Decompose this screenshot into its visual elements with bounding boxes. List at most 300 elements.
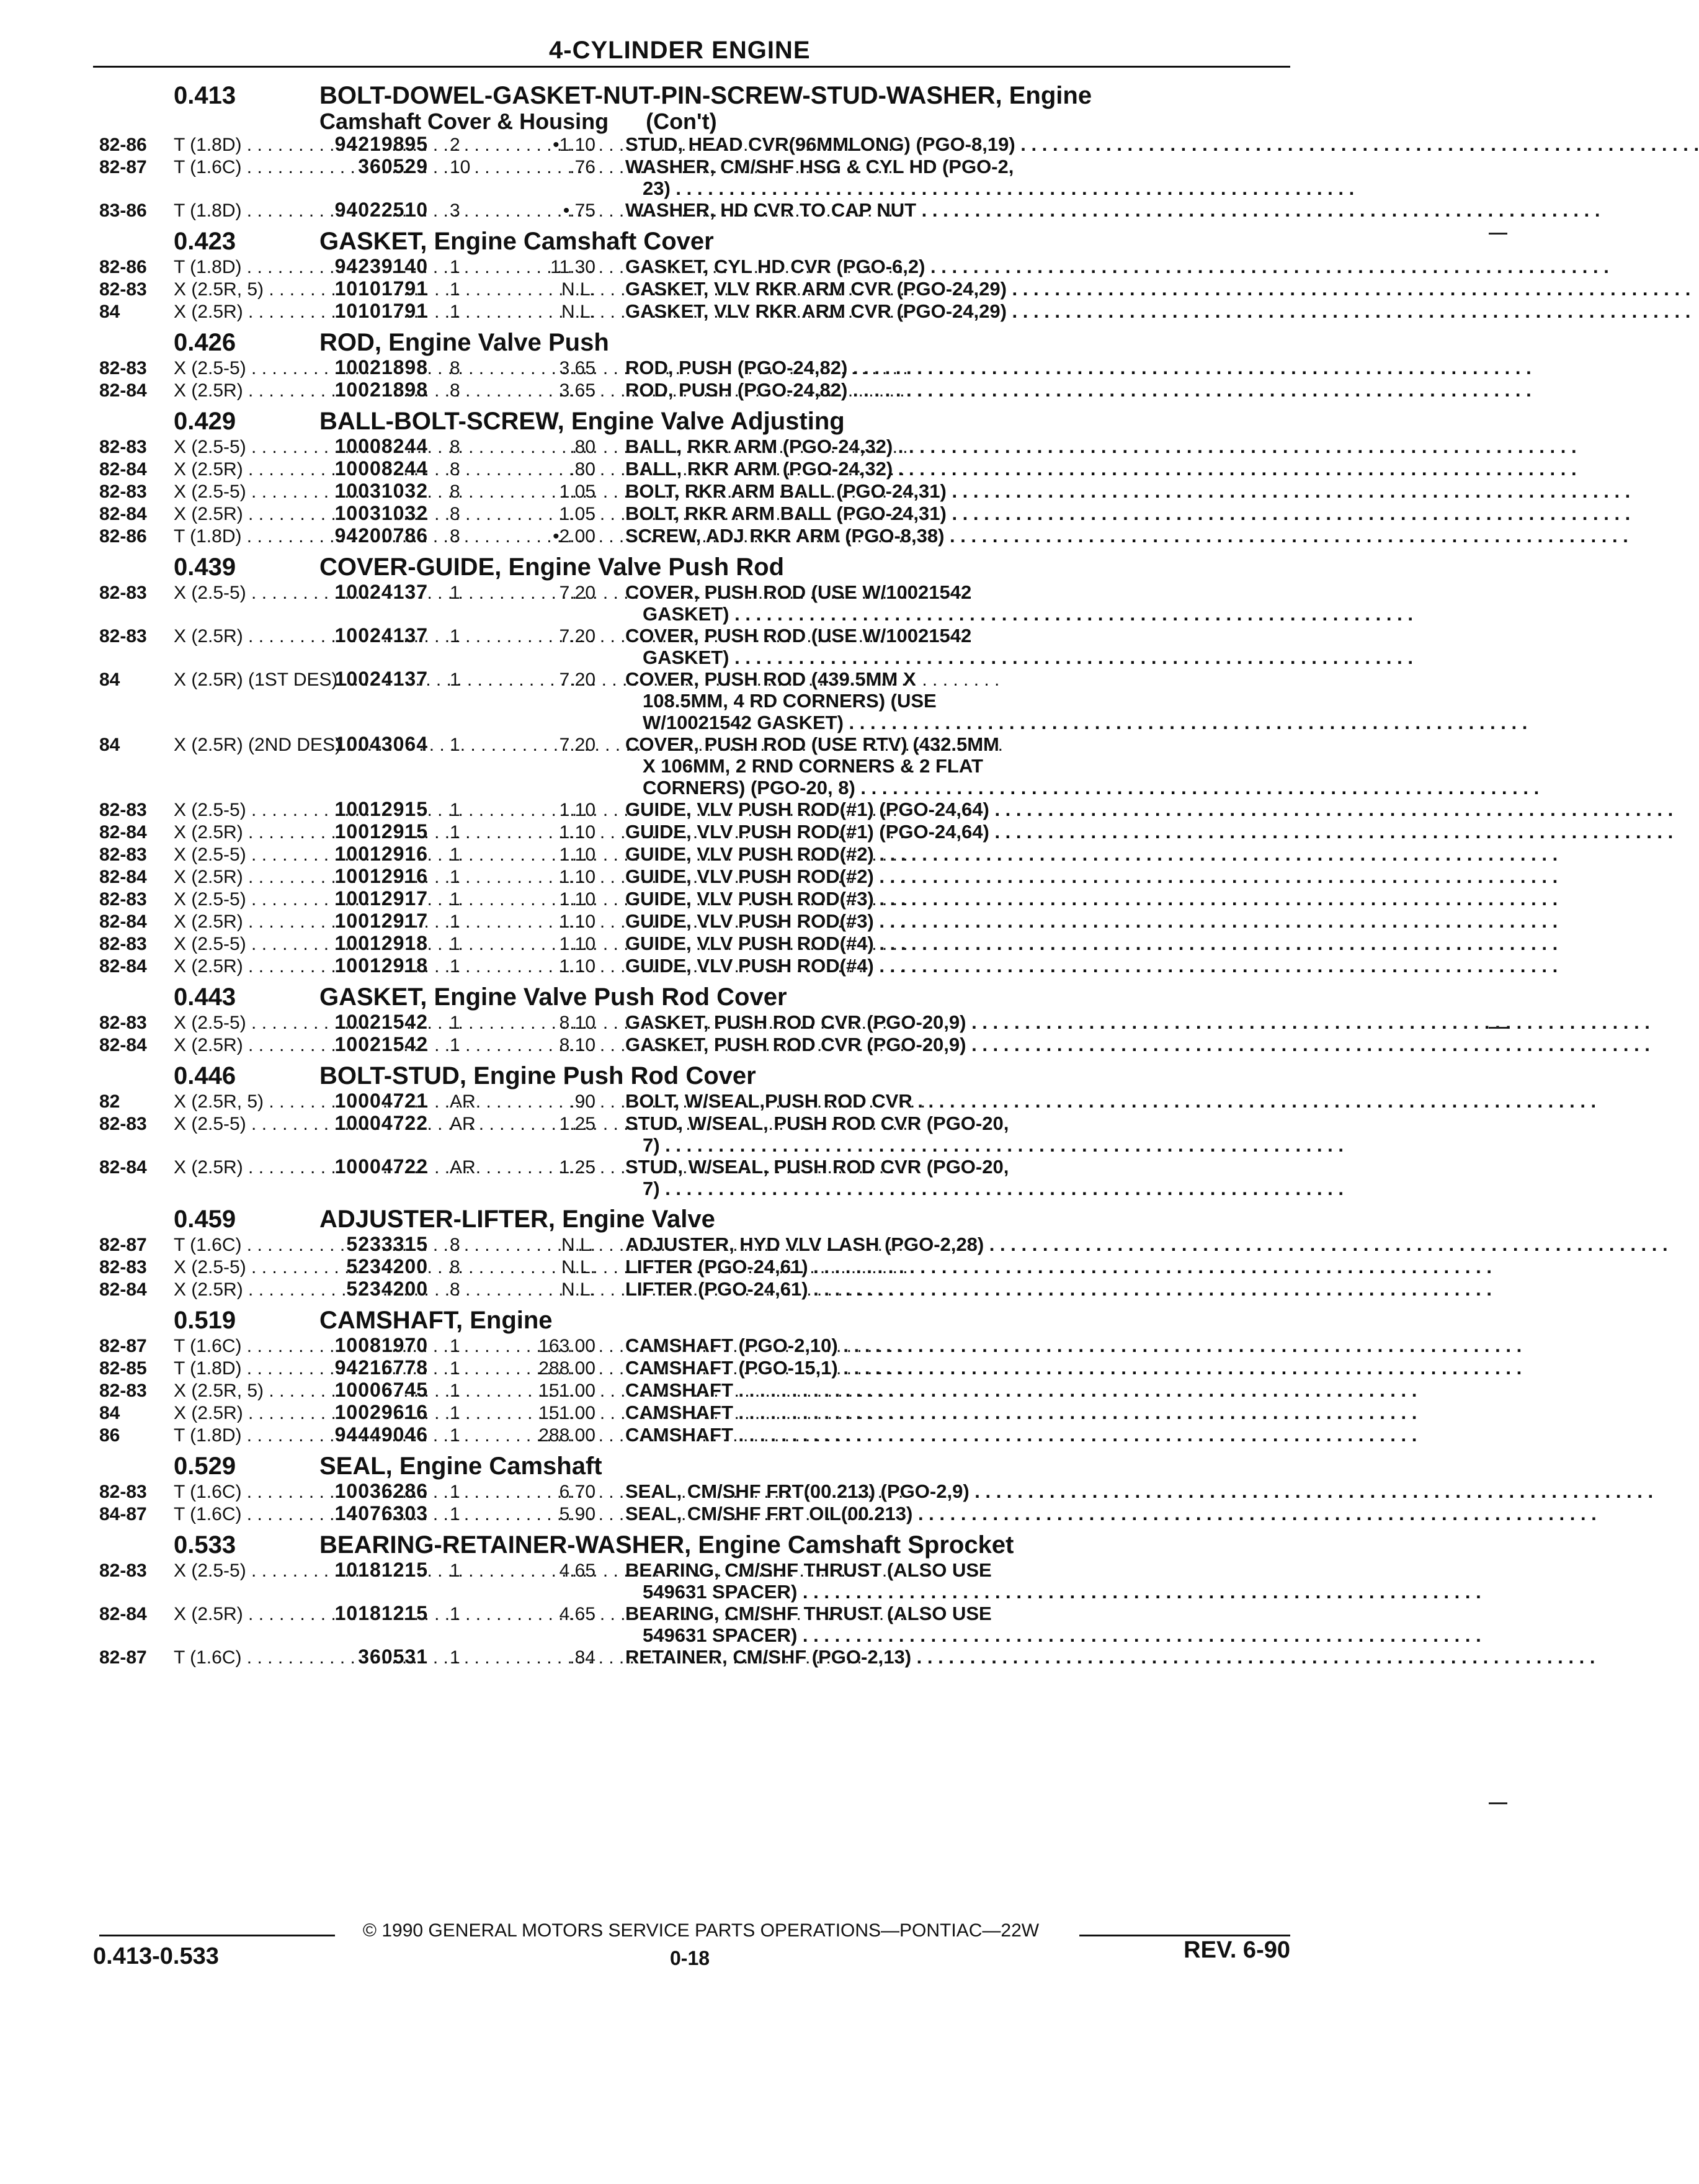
description-line: BOLT, W/SEAL,PUSH ROD CVR . . . xyxy=(625,1090,1596,1112)
description-line: COVER, PUSH ROD (USE W/10021542 xyxy=(625,625,972,647)
part-number: 10024137 xyxy=(334,624,428,647)
part-row xyxy=(93,133,1303,156)
footer-copyright: © 1990 GENERAL MOTORS SERVICE PARTS OPERATIONS—PONTIAC—22W xyxy=(362,1920,1040,1941)
model-year: 82-84 xyxy=(99,459,147,480)
model-year: 82-84 xyxy=(99,1279,147,1300)
model-year: 82-83 xyxy=(99,626,147,647)
part-row xyxy=(93,1402,1303,1424)
part-row xyxy=(93,1034,1303,1056)
quantity: 1 xyxy=(450,1403,460,1423)
part-number: 94239140 xyxy=(334,255,428,277)
part-number: 10012915 xyxy=(334,798,428,820)
quantity: 8 xyxy=(450,1257,460,1278)
section-code: 0.459 xyxy=(174,1206,236,1233)
part-row xyxy=(93,458,1303,480)
price: 288.00 xyxy=(538,1425,595,1446)
part-row xyxy=(93,668,1303,733)
model-year: 82-83 xyxy=(99,1257,147,1278)
part-number: 10081970 xyxy=(334,1334,428,1356)
section-0-423 xyxy=(93,228,1303,323)
section-header xyxy=(93,1062,1303,1090)
description-line: GUIDE, VLV PUSH ROD(#2) . . . xyxy=(625,843,1558,865)
section-title: BOLT-STUD, Engine Push Rod Cover xyxy=(319,1062,756,1090)
quantity: 1 xyxy=(450,1013,460,1033)
quantity: 1 xyxy=(450,889,460,910)
description-line: COVER, PUSH ROD (439.5MM X xyxy=(625,668,916,690)
price: 5.90 xyxy=(559,1504,595,1524)
description-line: SEAL, CM/SHF FRT OIL(00.213) . . . xyxy=(625,1503,1597,1524)
price: 7.20 xyxy=(559,669,595,690)
quantity: 1 xyxy=(450,934,460,954)
price: 1.10 xyxy=(559,889,595,910)
price: .80 xyxy=(569,459,595,480)
part-row xyxy=(93,436,1303,458)
quantity: 1 xyxy=(450,822,460,843)
footer-page-number: 0-18 xyxy=(670,1947,710,1969)
price: 1.25 xyxy=(559,1157,595,1178)
price: 1.10 xyxy=(559,934,595,954)
part-row xyxy=(93,1112,1303,1156)
part-row xyxy=(93,1278,1303,1300)
part-row xyxy=(93,1011,1303,1034)
model-year: 82-83 xyxy=(99,481,147,502)
part-number: 14076303 xyxy=(334,1502,428,1524)
section-0-429 xyxy=(93,408,1303,547)
quantity: 1 xyxy=(450,583,460,603)
description-line: 108.5MM, 4 RD CORNERS) (USE xyxy=(643,690,937,712)
part-row xyxy=(93,888,1303,910)
section-title: BEARING-RETAINER-WASHER, Engine Camshaft Sprocket xyxy=(319,1531,1014,1559)
quantity: AR xyxy=(450,1091,476,1112)
section-title: ADJUSTER-LIFTER, Engine Valve xyxy=(319,1206,715,1233)
vehicle-model: T (1.8D) . . . xyxy=(174,526,295,547)
part-row xyxy=(93,1603,1303,1646)
vehicle-model: X (2.5R) . . . xyxy=(174,1034,295,1056)
vehicle-model: X (2.5-5) . . . xyxy=(174,1012,295,1034)
vehicle-model: T (1.8D) . . . xyxy=(174,256,295,278)
price: N.L. xyxy=(561,1257,595,1278)
description-line: COVER, PUSH ROD (USE W/10021542 xyxy=(625,581,972,603)
description-line: GASKET) . . . xyxy=(643,603,1413,625)
part-number: 10004722 xyxy=(334,1155,428,1178)
part-row xyxy=(93,1335,1303,1357)
quantity: 1 xyxy=(450,956,460,977)
part-number: 10101791 xyxy=(334,277,428,300)
price: 3.65 xyxy=(559,358,595,378)
vehicle-model: X (2.5R) . . . xyxy=(174,301,295,323)
description-line: 549631 SPACER) . . . xyxy=(643,1581,1481,1603)
description-line: BEARING, CM/SHF THRUST (ALSO USE xyxy=(625,1559,992,1581)
section-code: 0.446 xyxy=(174,1062,236,1090)
model-year: 82-84 xyxy=(99,822,147,843)
part-row xyxy=(93,1233,1303,1256)
description-line: BEARING, CM/SHF THRUST (ALSO USE xyxy=(625,1603,992,1624)
model-year: 82-83 xyxy=(99,583,147,603)
quantity: 8 xyxy=(450,504,460,524)
model-year: 84 xyxy=(99,302,120,322)
description-line: CAMSHAFT . . . xyxy=(625,1402,1417,1423)
price: 288.00 xyxy=(538,1358,595,1379)
price: 151.00 xyxy=(538,1381,595,1401)
model-year: 82-84 xyxy=(99,380,147,401)
section-code: 0.519 xyxy=(174,1307,236,1334)
description-line: GUIDE, VLV PUSH ROD(#1) (PGO-24,64) . . . xyxy=(625,799,1673,820)
model-year: 82-84 xyxy=(99,911,147,932)
model-year: 82-83 xyxy=(99,1381,147,1401)
price: N.L. xyxy=(561,1235,595,1255)
price: N.L. xyxy=(561,1279,595,1300)
section-header xyxy=(93,329,1303,357)
part-row xyxy=(93,357,1303,379)
description-line: BOLT, RKR ARM BALL (PGO-24,31) . . . xyxy=(625,480,1630,502)
price: 1.10 xyxy=(559,800,595,820)
part-number: 10012916 xyxy=(334,843,428,865)
quantity: 1 xyxy=(450,257,460,277)
model-year: 82-86 xyxy=(99,257,147,277)
price: 163.00 xyxy=(538,1336,595,1356)
model-year: 86 xyxy=(99,1425,120,1446)
description-line: GASKET, VLV RKR ARM CVR (PGO-24,29) . . . xyxy=(625,278,1690,300)
section-0-443 xyxy=(93,983,1303,1056)
model-year: 82-83 xyxy=(99,800,147,820)
model-year: 83-86 xyxy=(99,200,147,221)
part-number: 10031032 xyxy=(334,502,428,524)
catalog-page xyxy=(93,25,1303,1969)
model-year: 82-83 xyxy=(99,1114,147,1134)
vehicle-model: T (1.8D) . . . xyxy=(174,1358,295,1379)
section-0-426 xyxy=(93,329,1303,401)
footer-rule-right xyxy=(1079,1935,1290,1936)
price: 1.10 xyxy=(559,911,595,932)
part-row xyxy=(93,625,1303,668)
price: .80 xyxy=(569,437,595,457)
vehicle-model: X (2.5-5) . . . xyxy=(174,933,295,955)
model-year: 82-86 xyxy=(99,526,147,547)
model-year: 82-83 xyxy=(99,889,147,910)
quantity: 8 xyxy=(450,1279,460,1300)
section-subtitle xyxy=(93,110,1303,133)
section-header xyxy=(93,1531,1303,1559)
part-row xyxy=(93,799,1303,821)
section-header xyxy=(93,1206,1303,1233)
vehicle-model: X (2.5R) . . . xyxy=(174,821,295,843)
part-row xyxy=(93,1379,1303,1402)
vehicle-model: X (2.5-5) . . . xyxy=(174,844,295,866)
page-header xyxy=(93,31,1290,68)
vehicle-model: X (2.5-5) . . . xyxy=(174,582,295,604)
section-title: ROD, Engine Valve Push xyxy=(319,329,609,356)
model-year: 82-84 xyxy=(99,867,147,887)
section-title: CAMSHAFT, Engine xyxy=(319,1307,553,1334)
description-line: GUIDE, VLV PUSH ROD(#2) . . . xyxy=(625,866,1558,887)
part-number: 5234200 xyxy=(346,1255,428,1278)
continued-label: (Con't) xyxy=(646,109,717,134)
price: 1.25 xyxy=(559,1114,595,1134)
part-row xyxy=(93,379,1303,401)
quantity: 1 xyxy=(450,1604,460,1624)
section-header xyxy=(93,1307,1303,1335)
section-header xyxy=(93,1452,1303,1480)
part-number: 10029616 xyxy=(334,1401,428,1423)
vehicle-model: X (2.5-5) . . . xyxy=(174,888,295,910)
part-number: 94219895 xyxy=(334,133,428,155)
part-number: 5233315 xyxy=(346,1233,428,1255)
part-row xyxy=(93,821,1303,843)
quantity: 1 xyxy=(450,1035,460,1055)
model-year: 82-83 xyxy=(99,1560,147,1581)
price: 8.10 xyxy=(559,1035,595,1055)
description-line: ADJUSTER, HYD VLV LASH (PGO-2,28) . . . xyxy=(625,1233,1668,1255)
margin-tick xyxy=(1489,1802,1507,1804)
section-code: 0.413 xyxy=(174,82,236,109)
vehicle-model: X (2.5-5) . . . xyxy=(174,1560,295,1582)
margin-tick xyxy=(1489,1027,1507,1029)
price: 1.10 xyxy=(559,844,595,865)
quantity: 8 xyxy=(450,358,460,378)
vehicle-model: X (2.5-5) . . . xyxy=(174,436,295,458)
quantity: 8 xyxy=(450,1235,460,1255)
part-number: 10012915 xyxy=(334,820,428,843)
quantity: 1 xyxy=(450,844,460,865)
section-title: BALL-BOLT-SCREW, Engine Valve Adjusting xyxy=(319,408,845,435)
model-year: 82-83 xyxy=(99,934,147,954)
quantity: 1 xyxy=(450,1482,460,1502)
model-year: 84 xyxy=(99,669,120,690)
part-number: 5234200 xyxy=(346,1278,428,1300)
footer-revision: REV. 6-90 xyxy=(1184,1937,1290,1963)
part-row xyxy=(93,910,1303,933)
quantity: 8 xyxy=(450,459,460,480)
vehicle-model: X (2.5R) (2ND DES) . . . xyxy=(174,734,295,756)
description-line: BALL, RKR ARM (PGO-24,32) . . . xyxy=(625,458,1577,480)
part-number: 10012916 xyxy=(334,865,428,887)
quantity: 1 xyxy=(450,1560,460,1581)
price: .76 xyxy=(569,157,595,177)
section-header xyxy=(93,82,1303,110)
part-number: 360531 xyxy=(358,1645,428,1668)
part-row xyxy=(93,525,1303,547)
section-code: 0.533 xyxy=(174,1531,236,1559)
model-year: 84 xyxy=(99,735,120,755)
part-number: 10004722 xyxy=(334,1112,428,1134)
model-year: 82-84 xyxy=(99,504,147,524)
description-line: LIFTER (PGO-24,61) . . . xyxy=(625,1256,1492,1278)
parts-listing xyxy=(93,76,1303,1668)
vehicle-model: X (2.5R) . . . xyxy=(174,1402,295,1424)
price: 4.65 xyxy=(559,1604,595,1624)
price: 8.10 xyxy=(559,1013,595,1033)
price: N.L. xyxy=(561,279,595,300)
vehicle-model: X (2.5R) (1ST DES) . . . xyxy=(174,669,295,691)
part-row xyxy=(93,843,1303,866)
section-code: 0.423 xyxy=(174,228,236,255)
part-row xyxy=(93,1503,1303,1525)
part-number: 10021898 xyxy=(334,356,428,378)
quantity: 1 xyxy=(450,735,460,755)
description-line: BALL, RKR ARM (PGO-24,32) . . . xyxy=(625,436,1577,457)
description-line: RETAINER, CM/SHF (PGO-2,13) . . . xyxy=(625,1646,1595,1668)
quantity: 2 xyxy=(450,135,460,155)
description-line: ROD, PUSH (PGO-24,82) . . . xyxy=(625,357,1532,378)
model-year: 84-87 xyxy=(99,1504,147,1524)
part-number: 10181215 xyxy=(334,1559,428,1581)
vehicle-model: X (2.5-5) . . . xyxy=(174,357,295,379)
quantity: 8 xyxy=(450,526,460,547)
vehicle-model: X (2.5R) . . . xyxy=(174,956,295,977)
section-0-439 xyxy=(93,553,1303,977)
vehicle-model: T (1.6C) . . . xyxy=(174,1335,295,1357)
description-line: GUIDE, VLV PUSH ROD(#4) . . . xyxy=(625,955,1558,977)
section-0-529 xyxy=(93,1452,1303,1525)
vehicle-model: X (2.5R, 5) . . . xyxy=(174,1091,295,1112)
model-year: 82-87 xyxy=(99,1336,147,1356)
description-line: X 106MM, 2 RND CORNERS & 2 FLAT xyxy=(643,755,983,777)
price: 1.10 xyxy=(559,822,595,843)
description-line: GASKET, PUSH ROD CVR (PGO-20,9) . . . xyxy=(625,1034,1650,1055)
part-number: 10024137 xyxy=(334,668,428,690)
vehicle-model: X (2.5R) . . . xyxy=(174,380,295,401)
part-row xyxy=(93,1256,1303,1278)
description-line: CAMSHAFT . . . xyxy=(625,1379,1417,1401)
description-line: CORNERS) (PGO-20, 8) . . . xyxy=(643,777,1539,799)
vehicle-model: T (1.6C) . . . xyxy=(174,1234,295,1256)
section-code: 0.529 xyxy=(174,1452,236,1480)
description-line: WASHER, CM/SHF HSG & CYL HD (PGO-2, xyxy=(625,156,1014,177)
vehicle-model: X (2.5R, 5) . . . xyxy=(174,279,295,300)
model-year: 82-87 xyxy=(99,1235,147,1255)
part-row xyxy=(93,1090,1303,1112)
quantity: 1 xyxy=(450,800,460,820)
part-row xyxy=(93,300,1303,323)
price: 1.10 xyxy=(559,956,595,977)
vehicle-model: X (2.5-5) . . . xyxy=(174,1113,295,1135)
vehicle-model: X (2.5R) . . . xyxy=(174,1279,295,1300)
part-number: 360529 xyxy=(358,155,428,177)
margin-tick xyxy=(1489,233,1507,235)
part-number: 10008244 xyxy=(334,435,428,457)
vehicle-model: X (2.5R, 5) . . . xyxy=(174,1380,295,1402)
description-line: 549631 SPACER) . . . xyxy=(643,1624,1481,1646)
part-row xyxy=(93,278,1303,300)
quantity: 1 xyxy=(450,626,460,647)
description-line: GUIDE, VLV PUSH ROD(#3) . . . xyxy=(625,888,1558,910)
part-row xyxy=(93,1480,1303,1503)
price: 1.05 xyxy=(559,504,595,524)
part-number: 10012918 xyxy=(334,932,428,954)
model-year: 82-87 xyxy=(99,1647,147,1668)
part-number: 94449046 xyxy=(334,1423,428,1446)
description-line: GUIDE, VLV PUSH ROD(#3) . . . xyxy=(625,910,1558,932)
description-line: CAMSHAFT . . . xyxy=(625,1424,1417,1446)
description-line: CAMSHAFT (PGO-15,1) . . . xyxy=(625,1357,1522,1379)
part-row xyxy=(93,156,1303,199)
vehicle-model: T (1.8D) . . . xyxy=(174,134,295,156)
model-year: 82-83 xyxy=(99,279,147,300)
footer-rule-left xyxy=(99,1935,335,1936)
vehicle-model: T (1.8D) . . . xyxy=(174,200,295,222)
price: 7.20 xyxy=(559,735,595,755)
quantity: AR xyxy=(450,1114,476,1134)
vehicle-model: X (2.5-5) . . . xyxy=(174,1256,295,1278)
section-header xyxy=(93,408,1303,436)
section-header xyxy=(93,983,1303,1011)
model-year: 82-84 xyxy=(99,956,147,977)
section-header xyxy=(93,553,1303,581)
quantity: 1 xyxy=(450,279,460,300)
quantity: 1 xyxy=(450,1381,460,1401)
section-subtitle-text: Camshaft Cover & Housing xyxy=(319,109,609,134)
part-row xyxy=(93,933,1303,955)
description-line: GASKET, PUSH ROD CVR (PGO-20,9) . . . xyxy=(625,1011,1650,1033)
page-title: 4-CYLINDER ENGINE xyxy=(549,37,811,64)
section-title: GASKET, Engine Valve Push Rod Cover xyxy=(319,983,787,1011)
description-line: ROD, PUSH (PGO-24,82) . . . xyxy=(625,379,1532,401)
footer-range: 0.413-0.533 xyxy=(93,1943,219,1969)
model-year: 82-84 xyxy=(99,1604,147,1624)
quantity: 1 xyxy=(450,911,460,932)
part-number: 10021542 xyxy=(334,1033,428,1055)
section-0-533 xyxy=(93,1531,1303,1668)
model-year: 82-86 xyxy=(99,135,147,155)
description-line: GASKET, VLV RKR ARM CVR (PGO-24,29) . . . xyxy=(625,300,1690,322)
price: 1.10 xyxy=(559,867,595,887)
vehicle-model: X (2.5R) . . . xyxy=(174,866,295,888)
part-number: 10012918 xyxy=(334,954,428,977)
price: .84 xyxy=(569,1647,595,1668)
model-year: 82-84 xyxy=(99,1157,147,1178)
description-line: BOLT, RKR ARM BALL (PGO-24,31) . . . xyxy=(625,503,1630,524)
description-line: LIFTER (PGO-24,61) . . . xyxy=(625,1278,1492,1300)
part-row xyxy=(93,199,1303,222)
section-0-519 xyxy=(93,1307,1303,1446)
quantity: 8 xyxy=(450,437,460,457)
model-year: 82 xyxy=(99,1091,120,1112)
part-number: 10036286 xyxy=(334,1480,428,1502)
description-line: 7) . . . xyxy=(643,1134,1344,1156)
part-number: 10012917 xyxy=(334,910,428,932)
description-line: GUIDE, VLV PUSH ROD(#4) . . . xyxy=(625,933,1558,954)
model-year: 82-85 xyxy=(99,1358,147,1379)
price: 151.00 xyxy=(538,1403,595,1423)
price: N.L. xyxy=(561,302,595,322)
model-year: 82-83 xyxy=(99,1482,147,1502)
description-line: GASKET) . . . xyxy=(643,647,1413,668)
description-line: 7) . . . xyxy=(643,1178,1344,1199)
section-title: BOLT-DOWEL-GASKET-NUT-PIN-SCREW-STUD-WASHER, Engine xyxy=(319,82,1092,109)
price: 7.20 xyxy=(559,583,595,603)
quantity: 8 xyxy=(450,481,460,502)
description-line: 23) . . . xyxy=(643,177,1354,199)
part-number: 10004721 xyxy=(334,1090,428,1112)
part-number: 10181215 xyxy=(334,1602,428,1624)
price: 7.20 xyxy=(559,626,595,647)
description-line: SEAL, CM/SHF FRT(00.213) (PGO-2,9) . . . xyxy=(625,1480,1653,1502)
part-number: 94216778 xyxy=(334,1356,428,1379)
vehicle-model: T (1.6C) . . . xyxy=(174,1647,295,1668)
quantity: 1 xyxy=(450,302,460,322)
description-line: STUD, W/SEAL, PUSH ROD CVR (PGO-20, xyxy=(625,1112,1009,1134)
quantity: 1 xyxy=(450,1504,460,1524)
part-row xyxy=(93,1559,1303,1603)
description-line: WASHER, HD CVR TO CAP NUT . . . xyxy=(625,199,1600,221)
price: •.75 xyxy=(563,200,595,221)
vehicle-model: T (1.6C) . . . xyxy=(174,1481,295,1503)
model-year: 82-83 xyxy=(99,844,147,865)
quantity: 1 xyxy=(450,1425,460,1446)
section-code: 0.439 xyxy=(174,553,236,581)
quantity: AR xyxy=(450,1157,476,1178)
description-line: COVER, PUSH ROD (USE RTV) (432.5MM xyxy=(625,733,999,755)
